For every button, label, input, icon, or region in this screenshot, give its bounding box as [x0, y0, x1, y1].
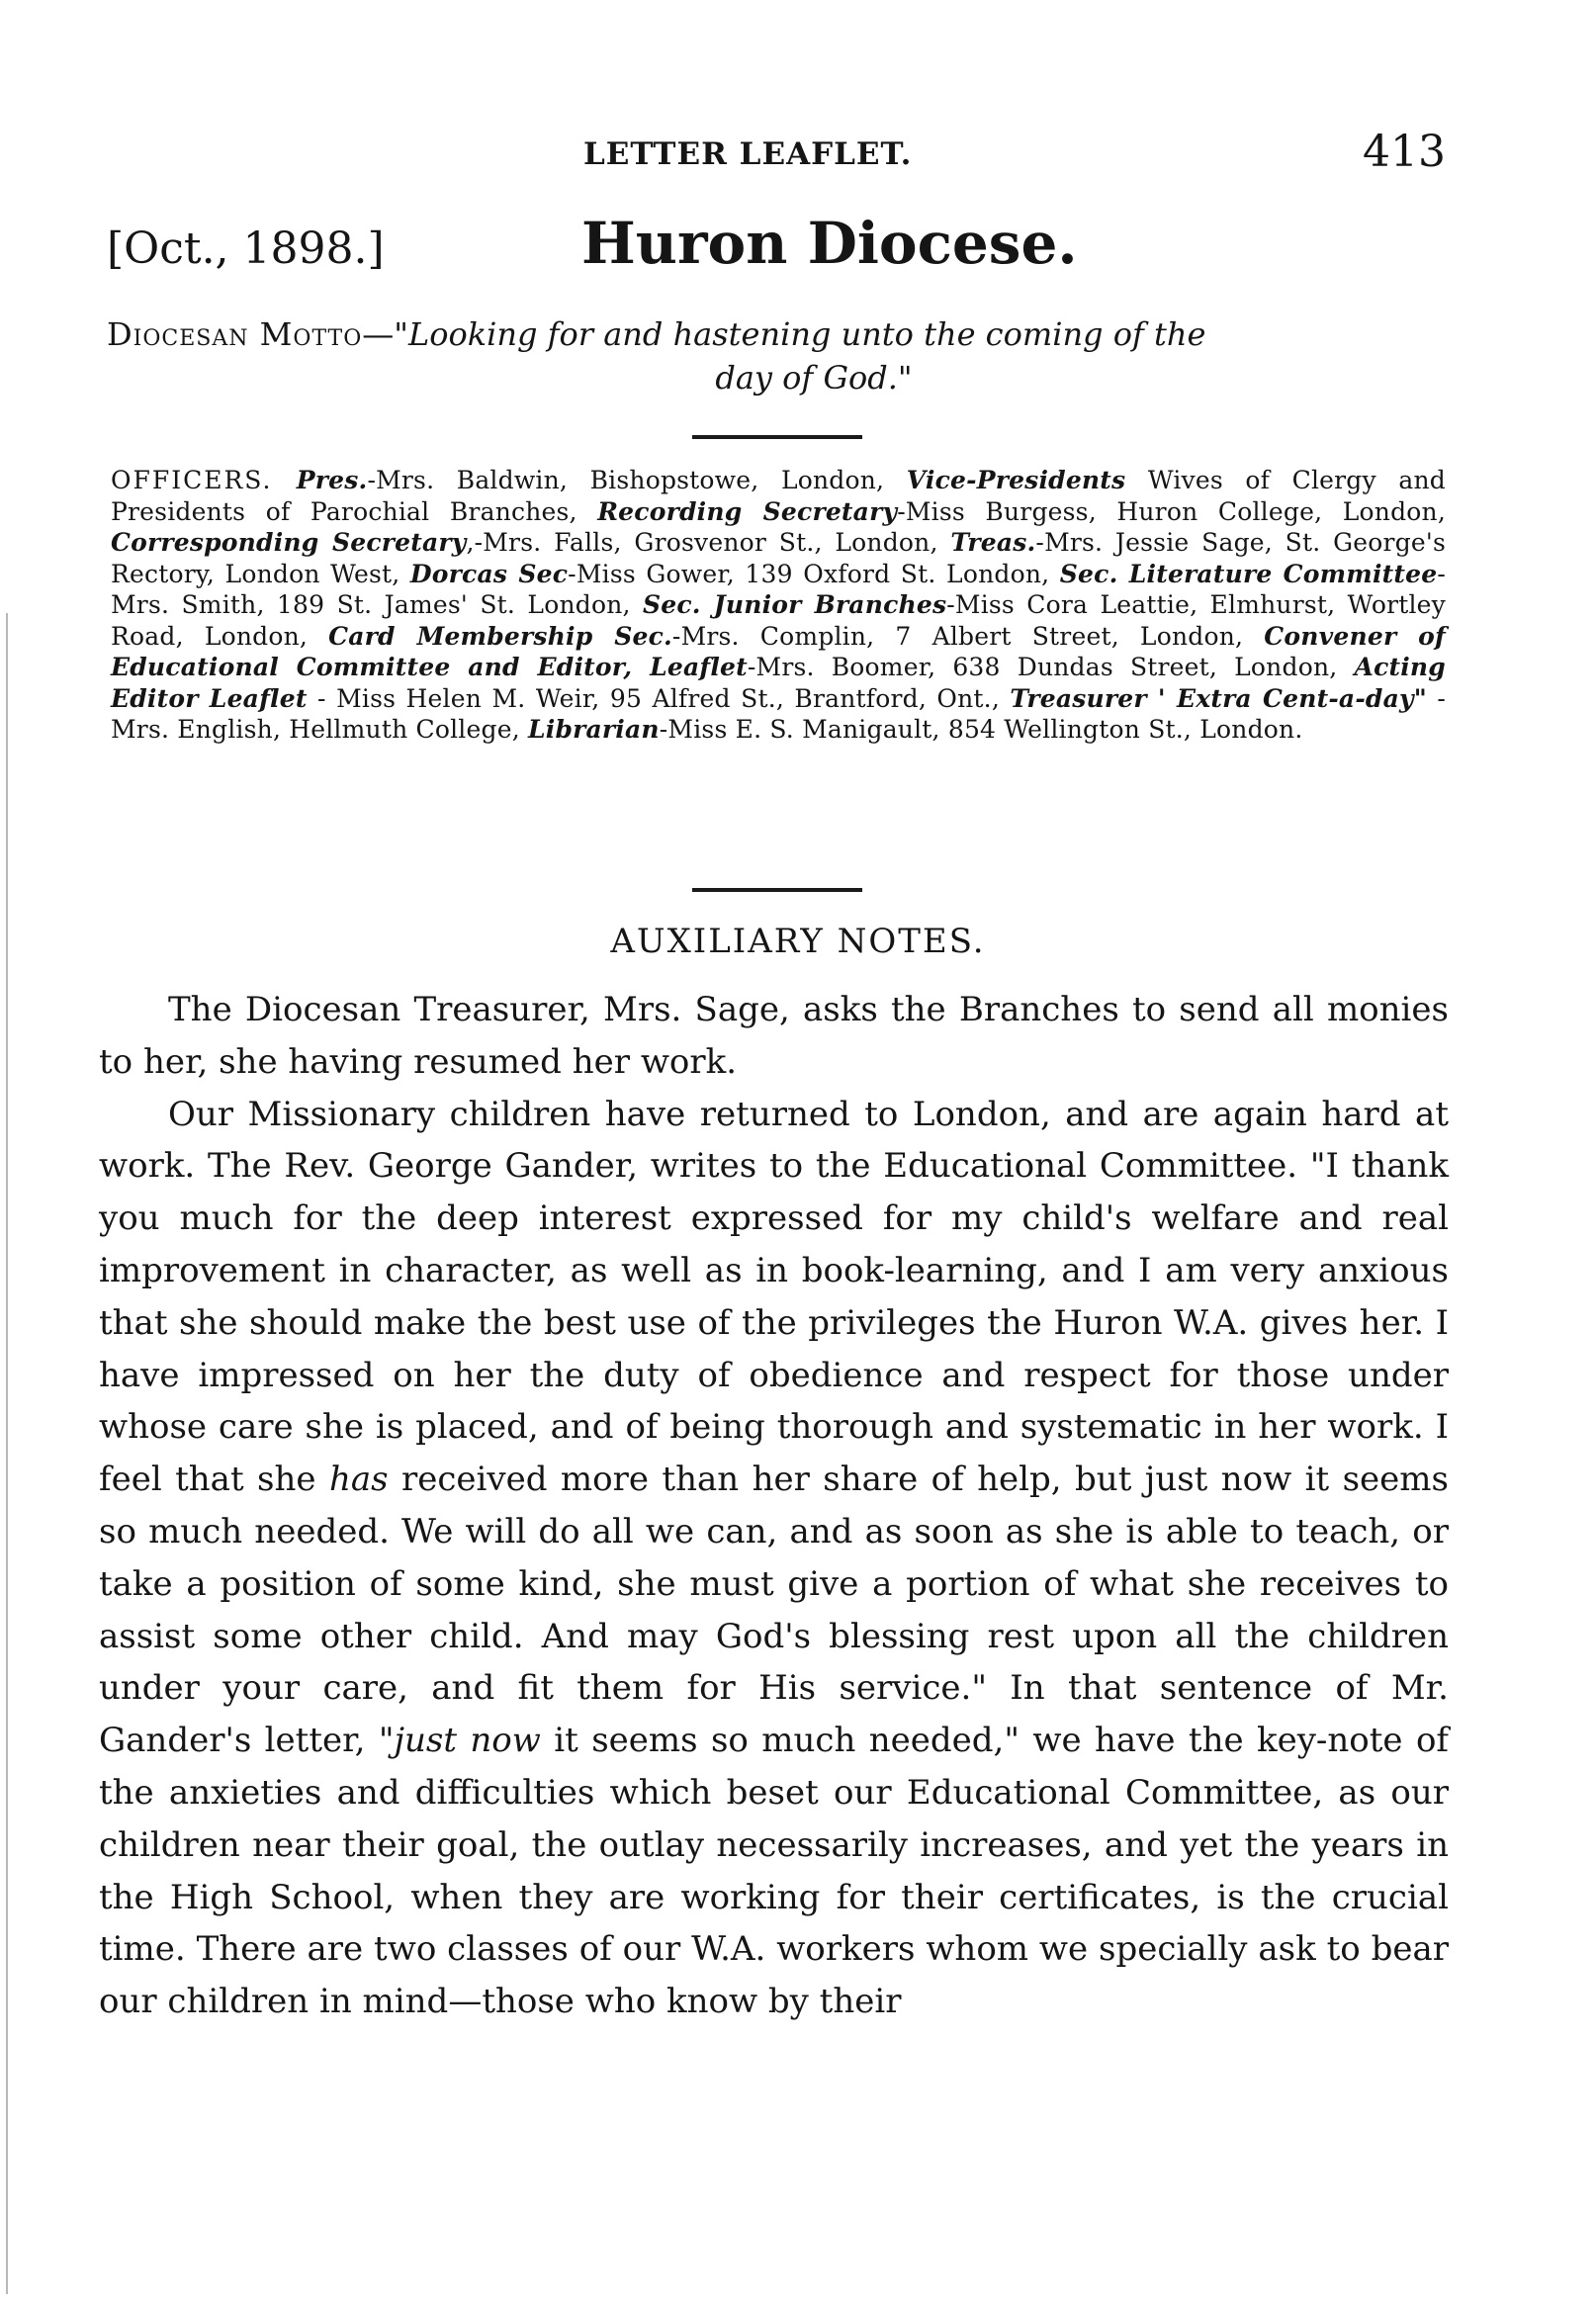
running-title: LETTER LEAFLET.: [583, 136, 913, 172]
officer-detail: -Miss E. S. Manigault, 854 Wellington St., London.: [659, 715, 1303, 744]
scan-edge-mark: [6, 613, 8, 2294]
title-row: [0, 210, 1596, 289]
officer-detail: -Mrs. Baldwin, Bishopstowe, London,: [367, 466, 907, 494]
officer-detail: -Miss Burgess, Huron College, London,: [897, 496, 1447, 526]
paragraph: [99, 1089, 1449, 2028]
officer-detail: -Mrs. Jessie Sage, St. George's Rectory, London West,: [111, 528, 1446, 588]
officers-list: [111, 465, 1446, 746]
diocesan-motto: [107, 312, 1452, 399]
officer-role: Acting Editor Leaflet: [111, 653, 1446, 713]
officer-role: Treasurer ' Extra Cent-a-day": [1010, 683, 1427, 713]
running-header: [0, 127, 1596, 186]
issue-date: [Oct., 1898.]: [107, 223, 385, 274]
officer-detail: Wives of Clergy and Presidents of Parochial Branches,: [111, 466, 1446, 526]
officer-role: Card Membership Sec.: [328, 621, 672, 651]
page-number: 413: [1363, 127, 1446, 177]
officers-label: OFFICERS.: [111, 466, 297, 494]
officer-detail: - Mrs. English, Hellmuth College,: [111, 683, 1446, 744]
divider-rule: [692, 435, 862, 439]
officer-detail: -Miss Gower, 139 Oxford St. London,: [568, 559, 1060, 588]
officer-role: Vice-Presidents: [906, 466, 1126, 494]
officer-detail: -Mrs. Complin, 7 Albert Street, London,: [671, 621, 1265, 651]
officer-detail: -Mrs. Smith, 189 St. James' St. London,: [111, 559, 1447, 619]
officer-role: Corresponding Secretary: [111, 528, 467, 557]
page-title: Huron Diocese.: [581, 210, 1078, 277]
officer-detail: -Miss Cora Leattie, Elmhurst, Wortley Road, London,: [111, 590, 1446, 651]
motto-quote-line1: "Looking for and hastening unto the coming of the: [394, 315, 1206, 353]
section-heading: AUXILIARY NOTES.: [610, 922, 986, 961]
motto-label: Diocesan Motto: [107, 315, 363, 353]
officer-role: Recording Secretary: [597, 496, 898, 526]
emphasis-text: has: [328, 1460, 389, 1500]
paragraph-text: The Diocesan Treasurer, Mrs. Sage, asks the Branches to send all monies to her, she having resumed her work.: [99, 990, 1449, 1082]
paragraph-text: received more than her share of help, but just now it seems so much needed. We will do all we can, and as soon as she is able to teach, or take a position of some kind, she must give a portion of what she receives to assist some other child. And may God's blessing rest upon all the children under your care, and fit them for His service." In that sentence of Mr. Gander's letter, ": [99, 1460, 1449, 1761]
officer-detail: - Miss Helen M. Weir, 95 Alfred St., Brantford, Ont.,: [307, 683, 1011, 713]
officer-role: Treas.: [950, 528, 1036, 557]
paragraph-text: it seems so much needed," we have the key-note of the anxieties and difficulties which beset our Educational Committee, as our children near their goal, the outlay necessarily increases, and yet the years in the High School, when they are working for their certificates, is the crucial time. There are two classes of our W.A. workers whom we specially ask to bear our children in mind—those who know by their: [99, 1721, 1449, 2022]
officer-role: Pres.: [296, 466, 368, 494]
paragraph: [99, 984, 1449, 1089]
divider-rule: [692, 888, 862, 892]
motto-quote-line2: day of God.": [715, 359, 913, 397]
officer-role: Dorcas Sec: [409, 559, 569, 588]
officer-detail: -Mrs. Boomer, 638 Dundas Street, London,: [747, 653, 1355, 681]
motto-dash: —: [362, 315, 395, 353]
emphasis-text: just now: [394, 1721, 541, 1761]
body-text: [99, 984, 1449, 2028]
officer-detail: ,-Mrs. Falls, Grosvenor St., London,: [466, 528, 951, 557]
officer-role: Sec. Junior Branches: [643, 590, 947, 619]
officer-role: Sec. Literature Committee: [1059, 559, 1438, 588]
officer-role: Convener of Educational Committee and Editor, Leaflet: [111, 621, 1446, 681]
paragraph-text: Our Missionary children have returned to London, and are again hard at work. The Rev. George Gander, writes to the Educational Committee. "I thank you much for the deep interest expressed for my child's welfare and real improvement in character, as well as in book-learning, and I am very anxious that she should make the best use of the privileges the Huron W.A. gives her. I have impressed on her the duty of obedience and respect for those under whose care she is placed, and of being thorough and systematic in her work. I feel that she: [99, 1094, 1449, 1500]
officer-role: Librarian: [528, 715, 660, 744]
